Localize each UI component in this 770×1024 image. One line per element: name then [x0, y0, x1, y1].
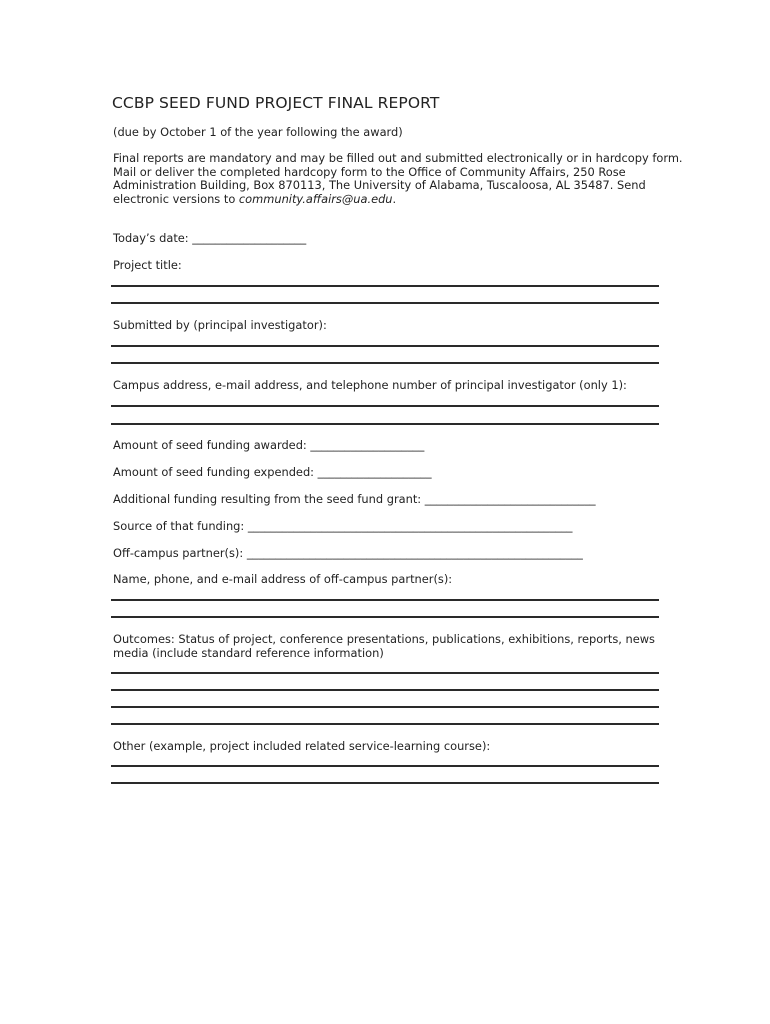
instructions-line-2: Mail or deliver the completed hardcopy form to the Office of Community Affairs, 250 Rose	[113, 164, 626, 179]
project-title-line-1[interactable]	[111, 285, 659, 287]
outcomes-line-4[interactable]	[111, 723, 659, 725]
partner-contact-line-1[interactable]	[111, 599, 659, 601]
contact-email-link[interactable]: community.affairs@ua.edu	[238, 191, 393, 206]
submitted-by-line-1[interactable]	[111, 345, 659, 347]
submitted-by-line-2[interactable]	[111, 362, 659, 364]
campus-address-label: Campus address, e-mail address, and telephone number of principal investigator (only 1):	[113, 378, 627, 392]
outcomes-line-3[interactable]	[111, 706, 659, 708]
form-title: CCBP SEED FUND PROJECT FINAL REPORT	[112, 94, 440, 112]
instructions-line-4	[113, 193, 673, 207]
other-label: Other (example, project included related service-learning course):	[113, 739, 491, 753]
amount-expended-field[interactable]: Amount of seed funding expended: ____________________	[113, 465, 432, 479]
instructions-line-1: Final reports are mandatory and may be filled out and submitted electronically or in hardcopy form.	[113, 151, 683, 165]
outcomes-label-line-1: Outcomes: Status of project, conference presentations, publications, exhibitions, reports, news	[113, 632, 655, 646]
other-line-1[interactable]	[111, 765, 659, 767]
outcomes-line-1[interactable]	[111, 672, 659, 674]
instructions-line-4-prefix: electronic versions to	[113, 191, 239, 206]
campus-address-line-2[interactable]	[111, 423, 659, 425]
project-title-line-2[interactable]	[111, 302, 659, 304]
project-title-label: Project title:	[113, 258, 182, 272]
outcomes-label-line-2: media (include standard reference information)	[113, 646, 384, 660]
source-funding-field[interactable]: Source of that funding: _________________________________________________________	[113, 519, 573, 533]
amount-awarded-field[interactable]: Amount of seed funding awarded: ____________________	[113, 438, 425, 452]
other-line-2[interactable]	[111, 782, 659, 784]
partner-contact-label: Name, phone, and e-mail address of off-campus partner(s):	[113, 572, 453, 586]
instructions-line-4-suffix: .	[392, 191, 397, 206]
instructions-paragraph	[113, 151, 683, 206]
due-note: (due by October 1 of the year following the award)	[113, 125, 403, 139]
additional-funding-field[interactable]: Additional funding resulting from the seed fund grant: ______________________________	[113, 492, 596, 506]
outcomes-line-2[interactable]	[111, 689, 659, 691]
campus-address-line-1[interactable]	[111, 405, 659, 407]
todays-date-field[interactable]: Today’s date: ____________________	[113, 231, 307, 245]
submitted-by-label: Submitted by (principal investigator):	[113, 318, 327, 332]
partner-contact-line-2[interactable]	[111, 616, 659, 618]
instructions-line-3: Administration Building, Box 870113, The University of Alabama, Tuscaloosa, AL 35487. Send	[113, 178, 646, 193]
off-campus-partners-field[interactable]: Off-campus partner(s): ___________________________________________________________	[113, 546, 583, 560]
